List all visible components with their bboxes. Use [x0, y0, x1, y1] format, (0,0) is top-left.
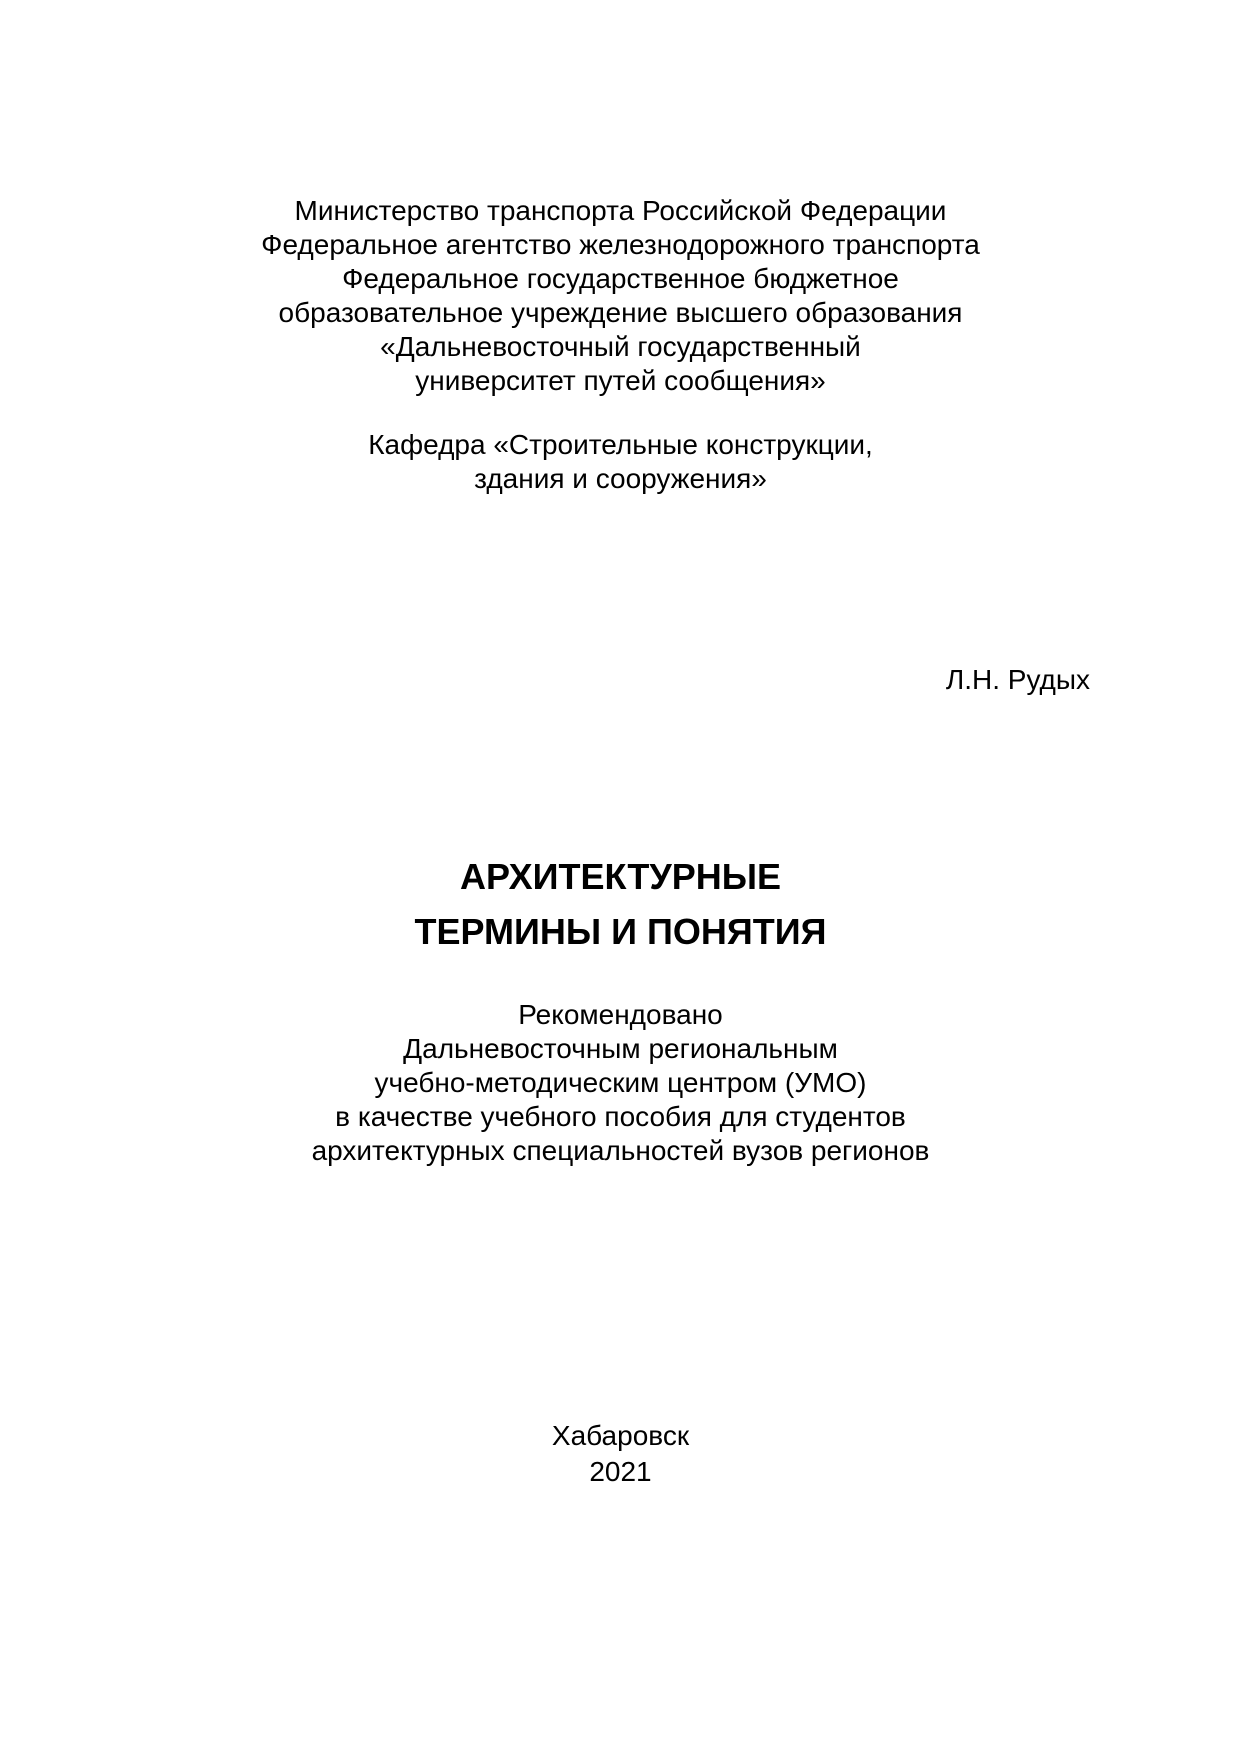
publication-city: Хабаровск [551, 1420, 690, 1451]
department-line: Кафедра «Строительные конструкции, [368, 429, 873, 460]
recommendation-line-4: в качестве учебного пособия для студентов [335, 1101, 906, 1132]
recommendation-line-2: Дальневосточным региональным [403, 1033, 838, 1064]
book-title-line-2: ТЕРМИНЫ И ПОНЯТИЯ [414, 911, 827, 952]
imprint-footer [0, 1418, 1241, 1490]
book-title [0, 849, 1241, 959]
university-name-line: «Дальневосточный государственный [380, 331, 861, 362]
recommendation-line: Рекомендовано [518, 999, 723, 1030]
book-title-line: АРХИТЕКТУРНЫЕ [459, 856, 782, 897]
agency-line: Федеральное агентство железнодорожного транспорта [261, 229, 980, 260]
author-name: Л.Н. Рудых [945, 664, 1090, 695]
recommendation-line-5: архитектурных специальностей вузов регионов [311, 1135, 930, 1166]
recommendation-note [0, 998, 1241, 1168]
publication-year: 2021 [589, 1456, 652, 1487]
department-line-2: здания и сооружения» [474, 463, 767, 494]
institution-type-line: Федеральное государственное бюджетное [342, 263, 899, 294]
department-name [0, 428, 1241, 496]
recommendation-line-3: учебно-методическим центром (УМО) [374, 1067, 867, 1098]
institution-header [0, 194, 1241, 398]
institution-type-line-2: образовательное учреждение высшего образования [278, 297, 963, 328]
ministry-line: Министерство транспорта Российской Федерации [294, 195, 947, 226]
university-name-line-2: университет путей сообщения» [415, 365, 826, 396]
